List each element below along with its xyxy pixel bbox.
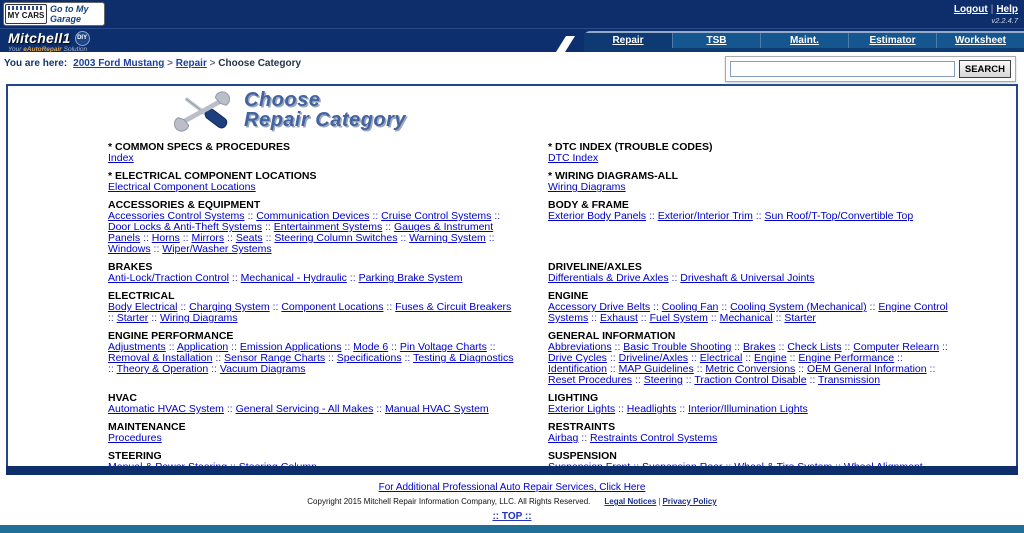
category-link[interactable]: Differentials & Drive Axles (548, 272, 669, 284)
category-link[interactable]: Anti-Lock/Traction Control (108, 272, 229, 284)
category-title: * COMMON SPECS & PROCEDURES (108, 141, 291, 153)
category-link[interactable]: Driveline/Axles (618, 352, 689, 364)
category-link[interactable]: Seats (235, 232, 263, 244)
category-title: BRAKES (108, 261, 153, 273)
brand-bar (0, 28, 1024, 52)
page-title: Choose Repair Category (244, 89, 406, 131)
category-link[interactable]: Sun Roof/T-Top/Convertible Top (764, 210, 914, 222)
divider: | (658, 497, 661, 506)
link-separator: :: (731, 341, 743, 353)
category-link[interactable]: Application (176, 341, 229, 353)
breadcrumb-item: Choose Category (218, 58, 302, 69)
category-link[interactable]: Cooling System (Mechanical) (730, 301, 867, 313)
link-separator: :: (383, 301, 396, 313)
category-list (108, 142, 1016, 491)
category-title: * DTC INDEX (TROUBLE CODES) (548, 141, 713, 153)
category-link[interactable]: Basic Trouble Shooting (623, 341, 732, 353)
category-link[interactable]: Restraints Control Systems (590, 432, 718, 444)
category-link[interactable]: Procedures (108, 432, 162, 444)
link-separator: :: (775, 341, 788, 353)
category-link[interactable]: Adjustments (108, 341, 166, 353)
divider: | (990, 4, 994, 15)
breadcrumb-row (0, 52, 1024, 84)
search-input[interactable] (730, 61, 955, 77)
category-link[interactable]: Engine Control Systems (548, 301, 948, 324)
plate-decoration (8, 6, 44, 10)
category-link[interactable]: Body Electrical (108, 301, 178, 313)
category-link[interactable]: Driveshaft & Universal Joints (680, 272, 815, 284)
category-title: LIGHTING (548, 392, 599, 404)
copyright-text: Copyright 2015 Mitchell Repair Information Company, LLC. All Rights Reserved. (307, 497, 591, 506)
category-link[interactable]: Mechanical - Hydraulic (240, 272, 347, 284)
category-link[interactable]: Interior/Illumination Lights (688, 403, 808, 415)
category-link[interactable]: Metric Conversions (705, 363, 796, 375)
category-title: * ELECTRICAL COMPONENT LOCATIONS (108, 170, 317, 182)
category-link[interactable]: Automatic HVAC System (108, 403, 224, 415)
link-separator: :: (786, 352, 799, 364)
category-link[interactable]: Check Lists (787, 341, 842, 353)
category-link[interactable]: Fuses & Circuit Breakers (395, 301, 512, 313)
category-link[interactable]: Communication Devices (256, 210, 370, 222)
link-separator: :: (491, 210, 501, 222)
breadcrumb-item[interactable]: Repair (175, 58, 207, 69)
link-separator: :: (228, 341, 240, 353)
category-link[interactable]: General Servicing - All Makes (235, 403, 374, 415)
category-link[interactable]: Testing & Diagnostics (413, 352, 514, 364)
category-link[interactable]: Manual HVAC System (385, 403, 489, 415)
category-link[interactable]: Electrical Component Locations (108, 181, 256, 193)
category-link[interactable]: Exterior Body Panels (548, 210, 647, 222)
tab-worksheet[interactable]: Worksheet (936, 33, 1024, 48)
category-link[interactable]: Component Locations (281, 301, 384, 313)
breadcrumb-separator: > (206, 58, 219, 69)
link-separator: :: (894, 352, 903, 364)
tab-estimator[interactable]: Estimator (848, 33, 936, 48)
category-link[interactable]: Wiper/Washer Systems (162, 243, 272, 255)
tab-maint[interactable]: Maint. (760, 33, 848, 48)
link-separator: :: (841, 341, 854, 353)
link-separator: :: (177, 301, 190, 313)
link-separator: :: (229, 272, 241, 284)
category-link[interactable]: Engine Performance (798, 352, 895, 364)
back-to-top-link[interactable]: :: TOP :: (492, 511, 532, 522)
category-link[interactable]: Emission Applications (239, 341, 342, 353)
tab-repair[interactable]: Repair (584, 33, 672, 48)
link-separator: :: (486, 341, 496, 353)
copyright-line (0, 497, 1024, 506)
link-separator: :: (212, 352, 225, 364)
go-to-garage-label: Go to My Garage (50, 4, 89, 24)
category-title: * WIRING DIAGRAMS-ALL (548, 170, 679, 182)
diy-badge: DIY (75, 31, 90, 46)
category-title: BODY & FRAME (548, 199, 629, 211)
category-link[interactable]: Windows (108, 243, 151, 255)
category-link[interactable]: Wiring Diagrams (548, 181, 626, 193)
link-separator: :: (262, 232, 275, 244)
link-separator: :: (346, 272, 359, 284)
category-link[interactable]: Brakes (742, 341, 776, 353)
category-link[interactable]: Steering Column Switches (274, 232, 398, 244)
category-link[interactable]: Pin Voltage Charts (399, 341, 487, 353)
category-title: SUSPENSION (548, 450, 617, 462)
category-link[interactable]: Exhaust (599, 312, 638, 324)
category-link[interactable]: Entertainment Systems (273, 221, 383, 233)
category-title: ELECTRICAL (108, 290, 175, 302)
help-link[interactable]: Help (996, 4, 1018, 15)
category-link[interactable]: Airbag (548, 432, 579, 444)
search-box (725, 56, 1016, 82)
link-separator: :: (341, 341, 354, 353)
category-title: HVAC (108, 392, 137, 404)
category-link[interactable]: Cruise Control Systems (381, 210, 492, 222)
link-separator: :: (224, 232, 236, 244)
link-separator: :: (615, 403, 627, 415)
link-separator: :: (676, 403, 689, 415)
category-link[interactable]: Cooling Fan (661, 301, 719, 313)
breadcrumb-prefix: You are here: (4, 58, 68, 69)
link-separator: :: (165, 341, 177, 353)
nav-tabs (584, 31, 1024, 52)
link-separator: :: (693, 363, 706, 375)
link-separator: :: (269, 301, 282, 313)
link-separator: :: (688, 352, 700, 364)
link-separator: :: (150, 243, 163, 255)
link-separator: :: (388, 341, 400, 353)
category-link[interactable]: Electrical (699, 352, 743, 364)
category-link[interactable]: Parking Brake System (358, 272, 463, 284)
link-separator: :: (668, 272, 681, 284)
category-link[interactable]: Transmission (818, 374, 881, 386)
breadcrumb-item[interactable]: 2003 Ford Mustang (73, 58, 165, 69)
link-separator: :: (179, 232, 192, 244)
category-link[interactable]: Accessories Control Systems (108, 210, 245, 222)
category-link[interactable]: Mode 6 (353, 341, 389, 353)
link-separator: :: (718, 301, 731, 313)
link-separator: :: (578, 432, 591, 444)
link-separator: :: (606, 352, 619, 364)
link-separator: :: (148, 312, 160, 324)
link-separator: :: (325, 352, 337, 364)
category-link[interactable]: Identification (548, 363, 607, 375)
link-separator: :: (108, 363, 117, 375)
category-link[interactable]: Reset Procedures (548, 374, 633, 386)
footer-promo-link[interactable]: For Additional Professional Auto Repair Services, Click Here (378, 482, 646, 493)
tabs-zone (561, 29, 1024, 52)
tab-tsb[interactable]: TSB (672, 33, 760, 48)
footer-teal-bar (0, 525, 1024, 533)
logout-link[interactable]: Logout (953, 4, 988, 15)
link-separator: :: (795, 363, 807, 375)
legal-notices-link[interactable]: Legal Notices (604, 497, 657, 506)
link-separator: :: (866, 301, 879, 313)
category-link[interactable]: Starter (116, 312, 149, 324)
link-separator: :: (707, 312, 720, 324)
category-link[interactable]: OEM General Information (806, 363, 927, 375)
link-separator: :: (632, 374, 644, 386)
search-button[interactable]: SEARCH (959, 60, 1011, 78)
my-cars-label: MY CARS (7, 11, 45, 20)
logo-wordmark: Mitchell1 (8, 30, 71, 46)
category-title: MAINTENANCE (108, 421, 186, 433)
category-link[interactable]: Removal & Installation (108, 352, 213, 364)
link-separator: :: (939, 341, 948, 353)
link-separator: :: (650, 301, 662, 313)
link-separator: :: (369, 210, 382, 222)
link-separator: :: (208, 363, 220, 375)
session-links (954, 2, 1018, 25)
logo-tagline: Your eAutoRepair Solution (8, 46, 88, 53)
category-title: GENERAL INFORMATION (548, 330, 676, 342)
category-link[interactable]: Sensor Range Charts (224, 352, 326, 364)
category-link[interactable]: Wiring Diagrams (159, 312, 238, 324)
category-link[interactable]: Steering (643, 374, 683, 386)
link-separator: :: (806, 374, 819, 386)
category-title: RESTRAINTS (548, 421, 616, 433)
category-link[interactable]: Index (108, 152, 134, 164)
category-link[interactable]: DTC Index (548, 152, 599, 164)
category-link[interactable]: Theory & Operation (116, 363, 209, 375)
main-content (6, 84, 1018, 491)
category-link[interactable]: Mirrors (191, 232, 225, 244)
category-link[interactable]: Horns (151, 232, 180, 244)
category-link[interactable]: Charging System (189, 301, 270, 313)
link-separator: :: (682, 374, 695, 386)
diagonal-slash-decoration (556, 36, 575, 52)
link-separator: :: (140, 232, 152, 244)
link-separator: :: (373, 403, 385, 415)
link-separator: :: (752, 210, 765, 222)
breadcrumb-separator: > (164, 58, 176, 69)
category-link[interactable]: Traction Control Disable (694, 374, 807, 386)
category-link[interactable]: Exterior Lights (548, 403, 616, 415)
category-title: DRIVELINE/AXLES (548, 261, 642, 273)
link-separator: :: (637, 312, 650, 324)
category-link[interactable]: Engine (754, 352, 787, 364)
breadcrumb-items (73, 58, 301, 69)
link-separator: :: (606, 363, 619, 375)
link-separator: :: (244, 210, 257, 222)
link-separator: :: (382, 221, 394, 233)
link-separator: :: (772, 312, 785, 324)
crossed-tools-icon (170, 90, 234, 132)
link-separator: :: (223, 403, 236, 415)
privacy-policy-link[interactable]: Privacy Policy (662, 497, 717, 506)
category-link[interactable]: MAP Guidelines (618, 363, 694, 375)
link-separator: :: (588, 312, 600, 324)
category-link[interactable]: Drive Cycles (548, 352, 607, 364)
breadcrumb (4, 56, 301, 69)
mitchell1-logo (0, 29, 90, 52)
category-link[interactable]: Fuel System (649, 312, 708, 324)
category-link[interactable]: Warning System (409, 232, 486, 244)
category-title: STEERING (108, 450, 162, 462)
category-title: ENGINE PERFORMANCE (108, 330, 234, 342)
category-link[interactable]: Computer Relearn (853, 341, 940, 353)
link-separator: :: (485, 232, 495, 244)
link-separator: :: (262, 221, 274, 233)
my-cars-plate-icon (5, 4, 47, 24)
footer-navy-bar (6, 466, 1018, 475)
category-link[interactable]: Gauges & Instrument Panels (108, 221, 494, 244)
link-separator: :: (401, 352, 414, 364)
link-separator: :: (397, 232, 410, 244)
page-header (170, 90, 1016, 134)
category-link[interactable]: Specifications (336, 352, 402, 364)
link-separator: :: (108, 312, 117, 324)
top-utility-bar (0, 0, 1024, 28)
category-link[interactable]: Mechanical (719, 312, 773, 324)
link-separator: :: (926, 363, 936, 375)
link-separator: :: (646, 210, 658, 222)
category-link[interactable]: Abbreviations (548, 341, 612, 353)
link-separator: :: (742, 352, 755, 364)
link-separator: :: (611, 341, 624, 353)
category-link[interactable]: Starter (784, 312, 816, 324)
category-title: ACCESSORIES & EQUIPMENT (108, 199, 261, 211)
category-link[interactable]: Door Locks & Anti-Theft Systems (108, 221, 263, 233)
category-link[interactable]: Vacuum Diagrams (219, 363, 306, 375)
category-link[interactable]: Exterior/Interior Trim (657, 210, 753, 222)
version-label: v2.2.4.7 (991, 16, 1018, 25)
footer (0, 466, 1024, 533)
category-link[interactable]: Accessory Drive Belts (548, 301, 651, 313)
my-garage-button[interactable] (3, 2, 105, 26)
category-title: ENGINE (548, 290, 589, 302)
category-link[interactable]: Headlights (626, 403, 677, 415)
